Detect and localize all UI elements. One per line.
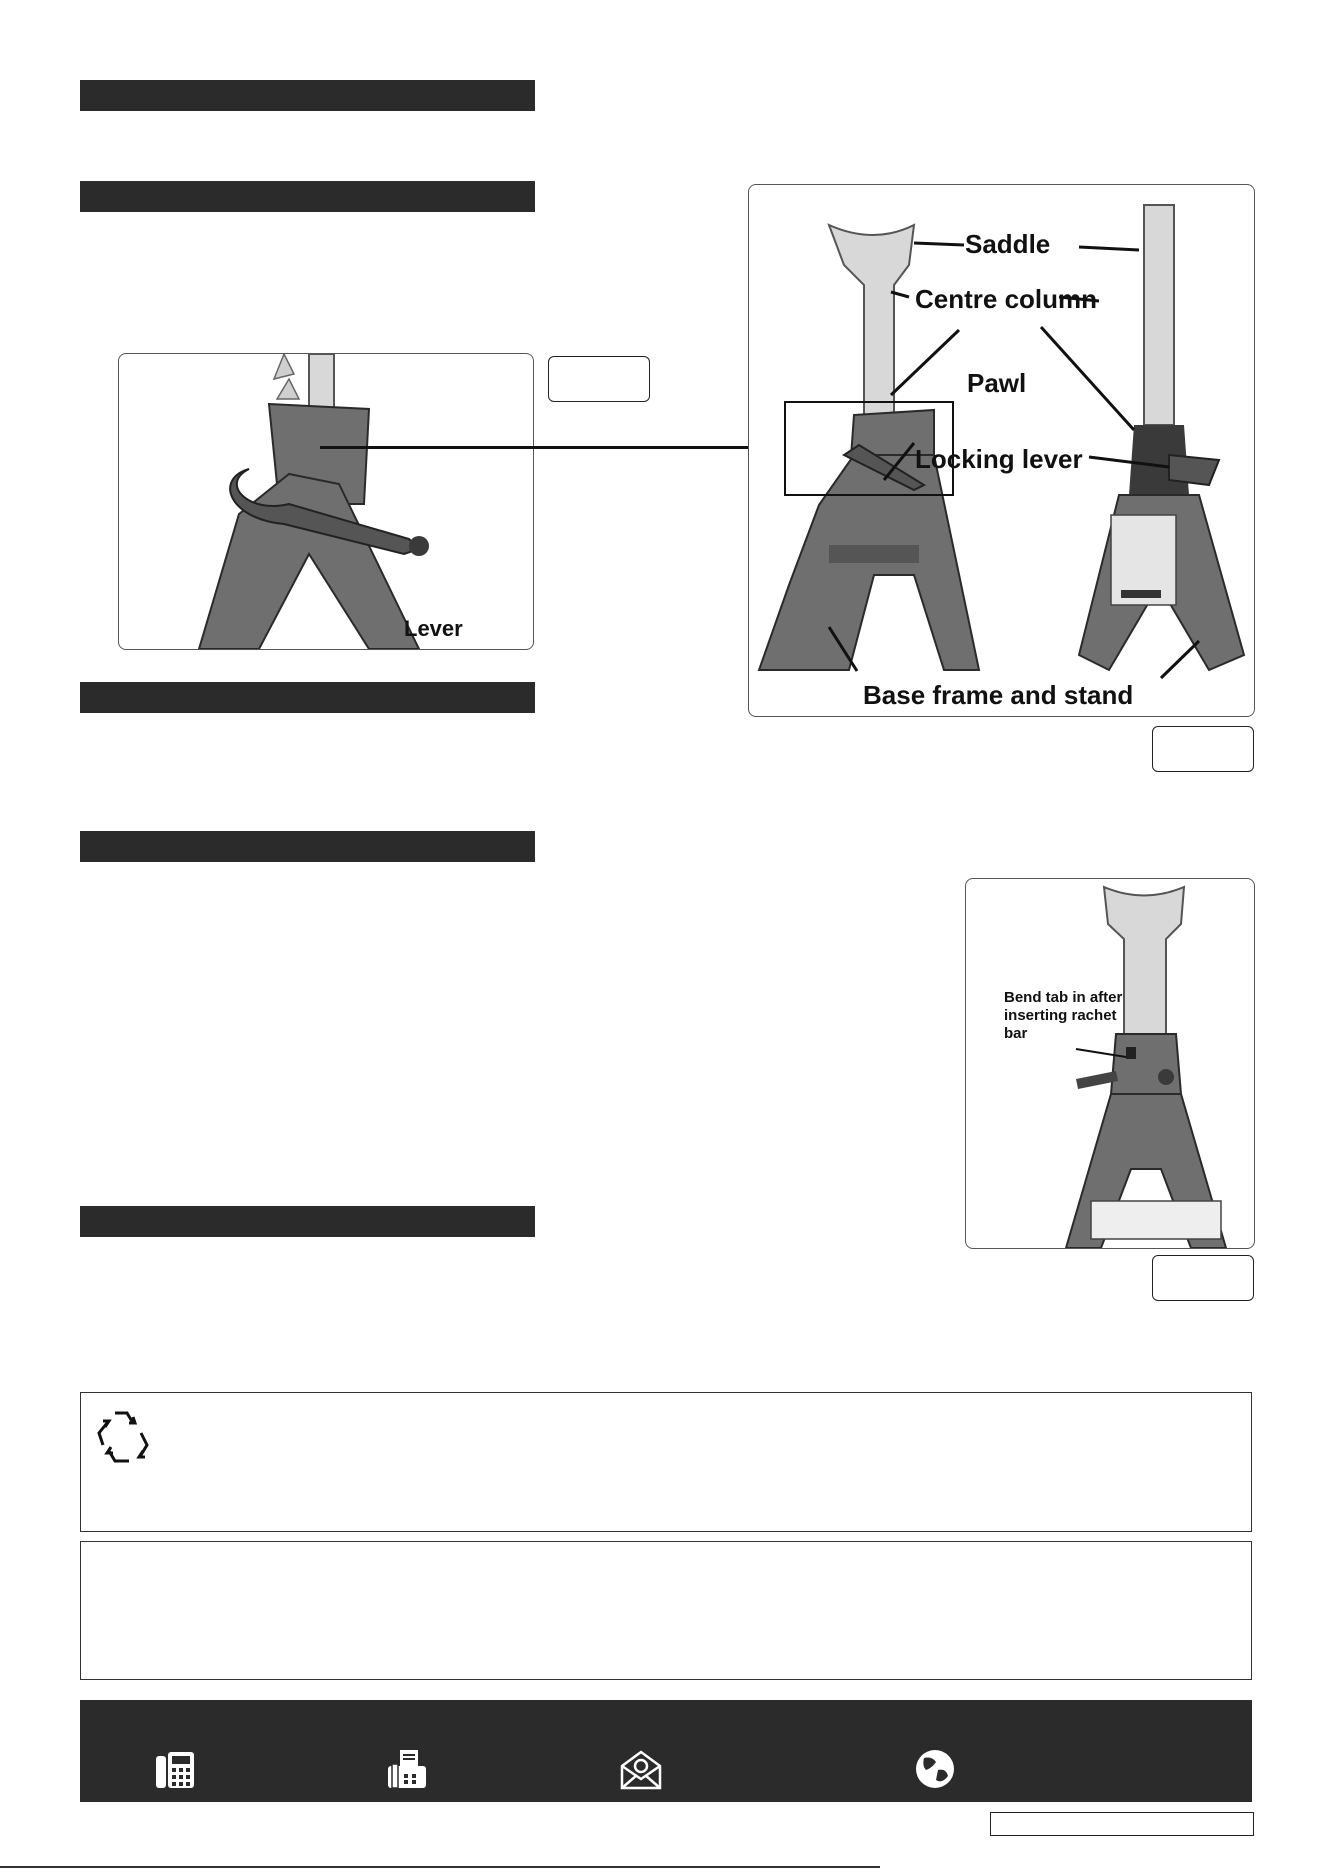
figure-number-box-1 [1152, 726, 1254, 772]
section-header-bar-2 [80, 181, 535, 212]
callout-saddle: Saddle [965, 229, 1051, 259]
environment-panel [80, 1392, 1252, 1532]
globe-icon [914, 1748, 956, 1790]
callout-pawl: Pawl [967, 368, 1027, 398]
bottom-rule [0, 1866, 880, 1868]
figure-number-box-3 [1152, 1255, 1254, 1301]
telephone-icon [154, 1748, 196, 1790]
fax-icon [386, 1748, 428, 1790]
bend-tab-illustration [966, 879, 1254, 1248]
figure-lever-closeup [118, 353, 534, 650]
section-header-bar-1 [80, 80, 535, 111]
information-panel [80, 1541, 1252, 1680]
figure-axle-stands [748, 184, 1255, 717]
zoom-connector-line [320, 446, 790, 449]
reference-box [990, 1812, 1254, 1836]
contact-footer [80, 1700, 1252, 1802]
figure-bend-tab [965, 878, 1255, 1249]
email-icon [620, 1748, 662, 1790]
callout-locking-lever: Locking lever [915, 444, 1083, 474]
section-header-bar-4 [80, 831, 535, 862]
callout-centre-column: Centre column [915, 284, 1098, 314]
section-header-bar-5 [80, 1206, 535, 1237]
callout-bend-tab: Bend tab in after inserting rachet bar [1004, 989, 1123, 1042]
recycle-icon [93, 1405, 155, 1467]
callout-lever: Lever [404, 616, 463, 641]
lever-closeup-illustration [119, 354, 533, 649]
section-header-bar-3 [80, 682, 535, 713]
callout-base-frame: Base frame and stand [863, 680, 1134, 710]
figure-number-box-2 [548, 356, 650, 402]
